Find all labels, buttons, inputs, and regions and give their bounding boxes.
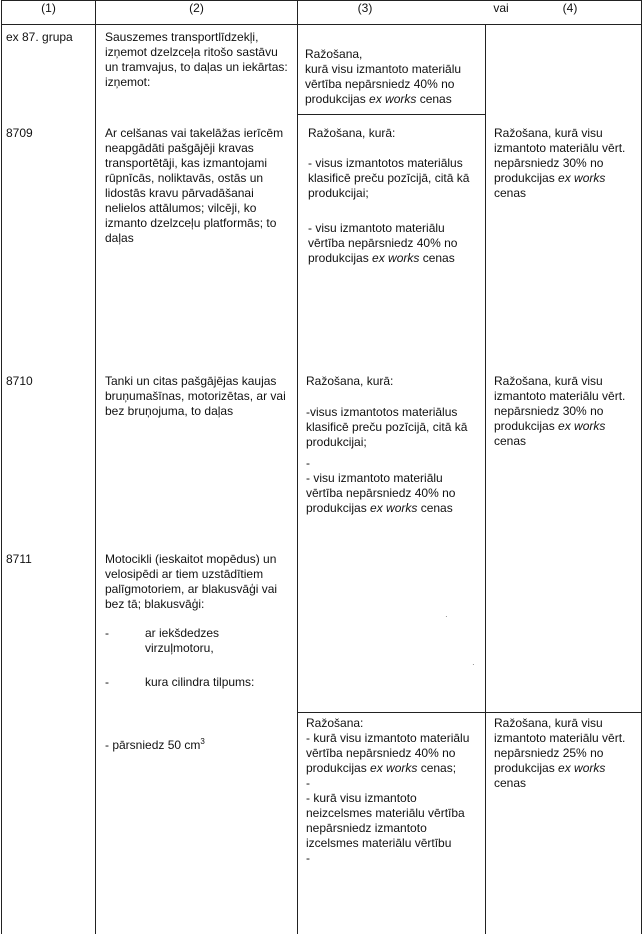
col3-ex87-text: Ražošana, kurā visu izmantoto materiālu vērtība nepārsniedz 40% no produkcijas ex works cenas — [305, 47, 462, 106]
header-col2: (2) — [189, 1, 204, 15]
row-col3-8710-b: - visu izmantoto materiālu vērtība nepārsniedz 40% no produkcijas ex works cenas — [306, 471, 456, 515]
sub3-superscript: 3 — [200, 737, 205, 746]
row-8711-sub2: kura cilindra tilpums: — [145, 675, 255, 689]
row-col3-8709-a: - visus izmantotos materiālus klasificē preču pozīcijā, citā kā produkcijai; — [308, 156, 470, 200]
header-col4: (4) — [562, 1, 578, 15]
row-description-8711: Motocikli (ieskaitot mopēdus) un velosipēdi ar tiem uzstādītiem palīgmotoriem, ar blakusvāģi vai bez tā; blakusvāģi: — [105, 552, 278, 611]
row-divider-col3-1 — [297, 114, 485, 115]
row-col3-8710-intro: Ražošana, kurā: — [306, 374, 394, 388]
row-col3-8710-a: -visus izmantotos materiālus klasificē preču pozīcijā, citā kā produkcijai; — [306, 405, 468, 449]
header-col1: (1) — [41, 1, 56, 15]
row-8711-sub1-dash: - — [105, 626, 109, 640]
ex-works-italic: ex works — [558, 171, 606, 185]
header-col3: (3) — [357, 1, 373, 15]
sub3-text: - pārsniedz 50 cm — [105, 738, 201, 752]
column-divider-1 — [95, 0, 96, 934]
row-8711-sub1: ar iekšdedzes virzuļmotoru, — [145, 626, 220, 655]
row-col4-8709: Ražošana, kurā visu izmantoto materiālu vērt. nepārsniedz 30% no produkcijas ex works cenas — [494, 126, 626, 200]
row-description-8710: Tanki un citas pašgājējas kaujas bruņumašīnas, motorizētas, ar vai bez bruņojuma, to daļas — [105, 374, 286, 418]
ex-works-italic: ex works — [558, 419, 606, 433]
table-border-right — [641, 0, 642, 934]
row-col3-8711: Ražošana: - kurā visu izmantoto materiālu vērtība nepārsniedz 40% no produkcijas ex works cenas; - - kurā visu izmantoto neizcelsmes materiālu vērtība nepārsniedz izmantoto izcelsmes materiālu vērtību - — [306, 716, 470, 865]
row-code-8711: 8711 — [6, 552, 32, 566]
ex-works-italic: ex works — [369, 92, 417, 106]
row-8711-sub3 — [105, 723, 291, 753]
row-code-ex87: ex 87. grupa — [6, 30, 73, 44]
scan-speck: · — [472, 660, 475, 669]
column-divider-3 — [485, 25, 486, 934]
row-8711-sub2-dash: - — [105, 675, 109, 689]
row-description-ex87: Sauszemes transportlīdzekļi, izņemot dzelzceļa ritošo sastāvu un tramvajus, to daļas un iekārtas: izņemot: — [105, 30, 288, 89]
ex-works-italic: ex works — [370, 761, 418, 775]
row-code-8710: 8710 — [6, 374, 33, 388]
ex-works-italic: ex works — [372, 251, 420, 265]
row-divider-col3-2 — [297, 712, 642, 713]
row-col3-ex87 — [305, 32, 481, 107]
column-divider-2 — [297, 0, 298, 934]
table-border-left — [1, 0, 2, 934]
ex-works-italic: ex works — [370, 501, 418, 515]
scan-speck: · — [445, 612, 448, 621]
row-col3-8709-intro: Ražošana, kurā: — [308, 126, 396, 140]
header-vai: vai — [493, 1, 509, 15]
row-description-8709: Ar celšanas vai takelāžas ierīcēm neapgādāti pašgājēji kravas transportētāji, kas izmantojami rūpnīcās, noliktavās, ostās un lidostās kravu pārvadāšanai nelielos attālumos; vilcēji, ko izmanto dzelzceļu platformās; to daļas — [105, 126, 284, 245]
row-col3-8709-b: - visu izmantoto materiālu vērtība nepārsniedz 40% no produkcijas ex works cenas — [308, 221, 458, 265]
row-col4-8711: Ražošana, kurā visu izmantoto materiālu vērt. nepārsniedz 25% no produkcijas ex works cenas — [494, 716, 626, 790]
row-divider-col3-top — [297, 25, 642, 26]
ex-works-italic: ex works — [558, 761, 606, 775]
row-col3-8710-dash: - — [306, 456, 310, 470]
row-col4-8710: Ražošana, kurā visu izmantoto materiālu vērt. nepārsniedz 30% no produkcijas ex works cenas — [494, 374, 626, 448]
row-code-8709: 8709 — [6, 126, 33, 140]
